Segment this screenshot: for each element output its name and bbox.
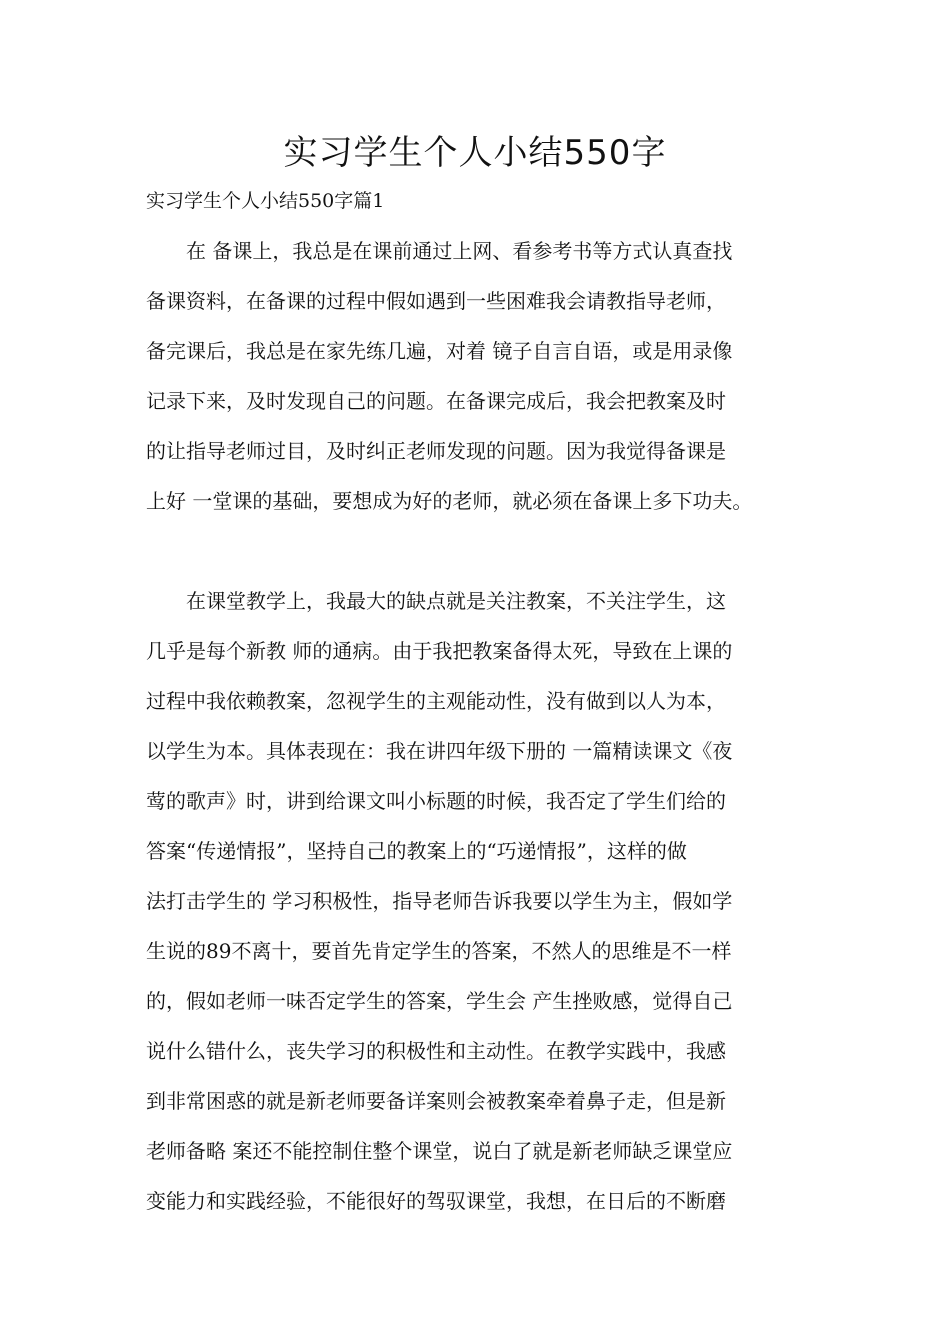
text-line: 的，假如老师一味否定学生的答案，学生会 产生挫败感，觉得自己 <box>146 989 733 1013</box>
text-line: 在课堂教学上，我最大的缺点就是关注教案，不关注学生，这 <box>146 589 726 613</box>
paragraph-lesson-preparation <box>146 226 826 526</box>
text-line: 在 备课上，我总是在课前通过上网、看参考书等方式认真查找 <box>146 239 733 263</box>
text-line: 老师备略 案还不能控制住整个课堂，说白了就是新老师缺乏课堂应 <box>146 1139 733 1163</box>
section-heading: 实习学生个人小结550字篇1 <box>146 190 385 212</box>
text-line: 上好 一堂课的基础，要想成为好的老师，就必须在备课上多下功夫。 <box>146 489 753 513</box>
text-line: 记录下来，及时发现自己的问题。在备课完成后，我会把教案及时 <box>146 389 726 413</box>
text-line: 法打击学生的 学习积极性，指导老师告诉我要以学生为主，假如学 <box>146 889 733 913</box>
text-line: 几乎是每个新教 师的通病。由于我把教案备得太死，导致在上课的 <box>146 639 733 663</box>
text-line: 生说的89不离十，要首先肯定学生的答案，不然人的思维是不一样 <box>146 939 732 963</box>
text-line: 莺的歌声》时，讲到给课文叫小标题的时候，我否定了学生们给的 <box>146 789 726 813</box>
text-line: 过程中我依赖教案，忽视学生的主观能动性，没有做到以人为本， <box>146 689 726 713</box>
text-line: 以学生为本。具体表现在：我在讲四年级下册的 一篇精读课文《夜 <box>146 739 733 763</box>
text-line: 备完课后，我总是在家先练几遍，对着 镜子自言自语，或是用录像 <box>146 339 733 363</box>
text-line: 的让指导老师过目，及时纠正老师发现的问题。因为我觉得备课是 <box>146 439 726 463</box>
paragraph-classroom-teaching <box>146 576 826 1226</box>
text-line: 到非常困惑的就是新老师要备详案则会被教案牵着鼻子走，但是新 <box>146 1089 726 1113</box>
document-title: 实习学生个人小结550字 <box>283 133 667 173</box>
text-line: 答案“传递情报”，坚持自己的教案上的“巧递情报”，这样的做 <box>146 839 687 863</box>
text-line: 说什么错什么，丧失学习的积极性和主动性。在教学实践中，我感 <box>146 1039 726 1063</box>
text-line: 备课资料，在备课的过程中假如遇到一些困难我会请教指导老师， <box>146 289 726 313</box>
text-line: 变能力和实践经验，不能很好的驾驭课堂，我想，在日后的不断磨 <box>146 1189 726 1213</box>
